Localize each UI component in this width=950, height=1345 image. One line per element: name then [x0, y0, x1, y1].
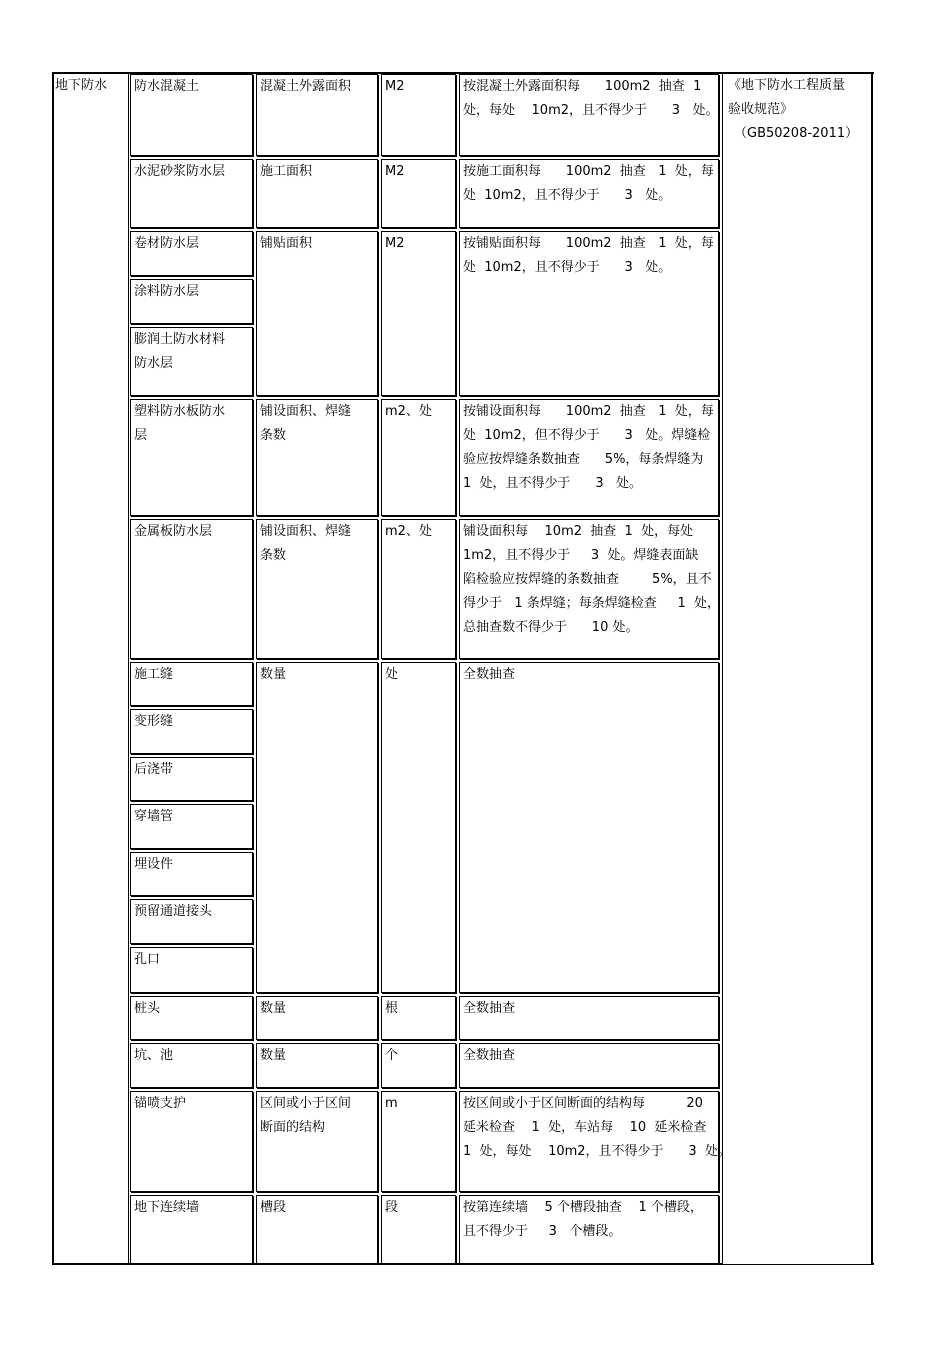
unit-text: M2	[385, 79, 405, 94]
column-divider	[128, 72, 129, 1265]
unit-text: 个	[385, 1048, 399, 1063]
rule-text: 验应按焊缝条数抽查 5%，每条焊缝为	[463, 452, 704, 467]
rule-text: 1m2，且不得少于 3 处。焊缝表面缺	[463, 548, 699, 563]
measure-text: 铺贴面积	[260, 236, 313, 251]
rule-text: 处 10m2，但不得少于 3 处。焊缝检	[463, 428, 711, 443]
item-label: 防水混凝土	[134, 79, 200, 94]
item-label: 塑料防水板防水	[134, 404, 226, 419]
unit-text: m	[385, 1096, 398, 1111]
standard-cell	[722, 74, 873, 1264]
rule-text: 全数抽查	[463, 1048, 516, 1063]
item-label: 桩头	[134, 1001, 161, 1016]
rule-text: 按混凝土外露面积每 100m2 抽查 1	[463, 79, 702, 94]
item-label: 防水层	[134, 356, 174, 371]
measure-text: 区间或小于区间	[260, 1096, 352, 1111]
unit-text: m2、处	[385, 524, 432, 539]
item-label: 锚喷支护	[134, 1096, 187, 1111]
rule-text: 处，每处 10m2，且不得少于 3 处。	[463, 103, 719, 118]
unit-text: 处	[385, 667, 399, 682]
measure-text: 混凝土外露面积	[260, 79, 352, 94]
unit-text: 根	[385, 1001, 399, 1016]
measure-text: 槽段	[260, 1200, 287, 1215]
rule-text: 全数抽查	[463, 667, 516, 682]
rule-text: 按施工面积每 100m2 抽查 1 处，每	[463, 164, 714, 179]
rule-text: 铺设面积每 10m2 抽查 1 处，每处	[463, 524, 694, 539]
rule-text: 按区间或小于区间断面的结构每 20	[463, 1096, 703, 1111]
unit-text: M2	[385, 236, 405, 251]
item-label: 涂料防水层	[134, 284, 200, 299]
standard-line-2: 验收规范》	[728, 102, 794, 117]
measure-text: 铺设面积、焊缝	[260, 404, 352, 419]
item-label: 施工缝	[134, 667, 174, 682]
item-label: 后浇带	[134, 762, 174, 777]
rule-text: 得少于 1 条焊缝；每条焊缝检查 1 处，	[463, 596, 720, 611]
item-label: 坑、池	[134, 1048, 174, 1063]
item-label: 穿墙管	[134, 809, 174, 824]
measure-text: 条数	[260, 428, 287, 443]
item-label: 孔口	[134, 952, 161, 967]
measure-text: 数量	[260, 1001, 287, 1016]
measure-cell	[256, 662, 378, 993]
item-label: 卷材防水层	[134, 236, 200, 251]
item-label: 水泥砂浆防水层	[134, 164, 226, 179]
rule-text: 全数抽查	[463, 1001, 516, 1016]
item-label: 膨润土防水材料	[134, 332, 226, 347]
rule-text: 按铺设面积每 100m2 抽查 1 处，每	[463, 404, 714, 419]
standard-line-3: （GB50208-2011）	[734, 126, 859, 141]
unit-text: m2、处	[385, 404, 432, 419]
measure-text: 断面的结构	[260, 1120, 326, 1135]
item-label: 预留通道接头	[134, 904, 213, 919]
unit-text: M2	[385, 164, 405, 179]
rule-text: 按铺贴面积每 100m2 抽查 1 处，每	[463, 236, 714, 251]
rule-text: 处 10m2，且不得少于 3 处。	[463, 188, 672, 203]
rule-text: 1 处，每处 10m2，且不得少于 3 处。	[463, 1144, 731, 1159]
item-label: 金属板防水层	[134, 524, 213, 539]
standard-line-1: 《地下防水工程质量	[728, 78, 846, 93]
item-label: 层	[134, 428, 148, 443]
item-label: 地下连续墙	[134, 1200, 200, 1215]
measure-text: 条数	[260, 548, 287, 563]
rule-text: 延米检查 1 处，车站每 10 延米检查	[463, 1120, 707, 1135]
measure-text: 数量	[260, 1048, 287, 1063]
item-label: 变形缝	[134, 714, 174, 729]
rule-text: 且不得少于 3 个槽段。	[463, 1224, 622, 1239]
rule-text: 处 10m2，且不得少于 3 处。	[463, 260, 672, 275]
measure-text: 施工面积	[260, 164, 313, 179]
item-label: 埋设件	[134, 857, 174, 872]
rule-text: 陷检验应按焊缝的条数抽查 5%，且不	[463, 572, 712, 587]
unit-cell	[381, 662, 456, 993]
rule-cell	[459, 662, 719, 993]
measure-text: 数量	[260, 667, 287, 682]
rule-text: 总抽查数不得少于 10 处。	[463, 620, 639, 635]
category-cell: 地下防水	[55, 78, 108, 93]
unit-text: 段	[385, 1200, 399, 1215]
measure-text: 铺设面积、焊缝	[260, 524, 352, 539]
rule-text: 按第连续墙 5 个槽段抽查 1 个槽段，	[463, 1200, 703, 1215]
rule-text: 1 处，且不得少于 3 处。	[463, 476, 642, 491]
